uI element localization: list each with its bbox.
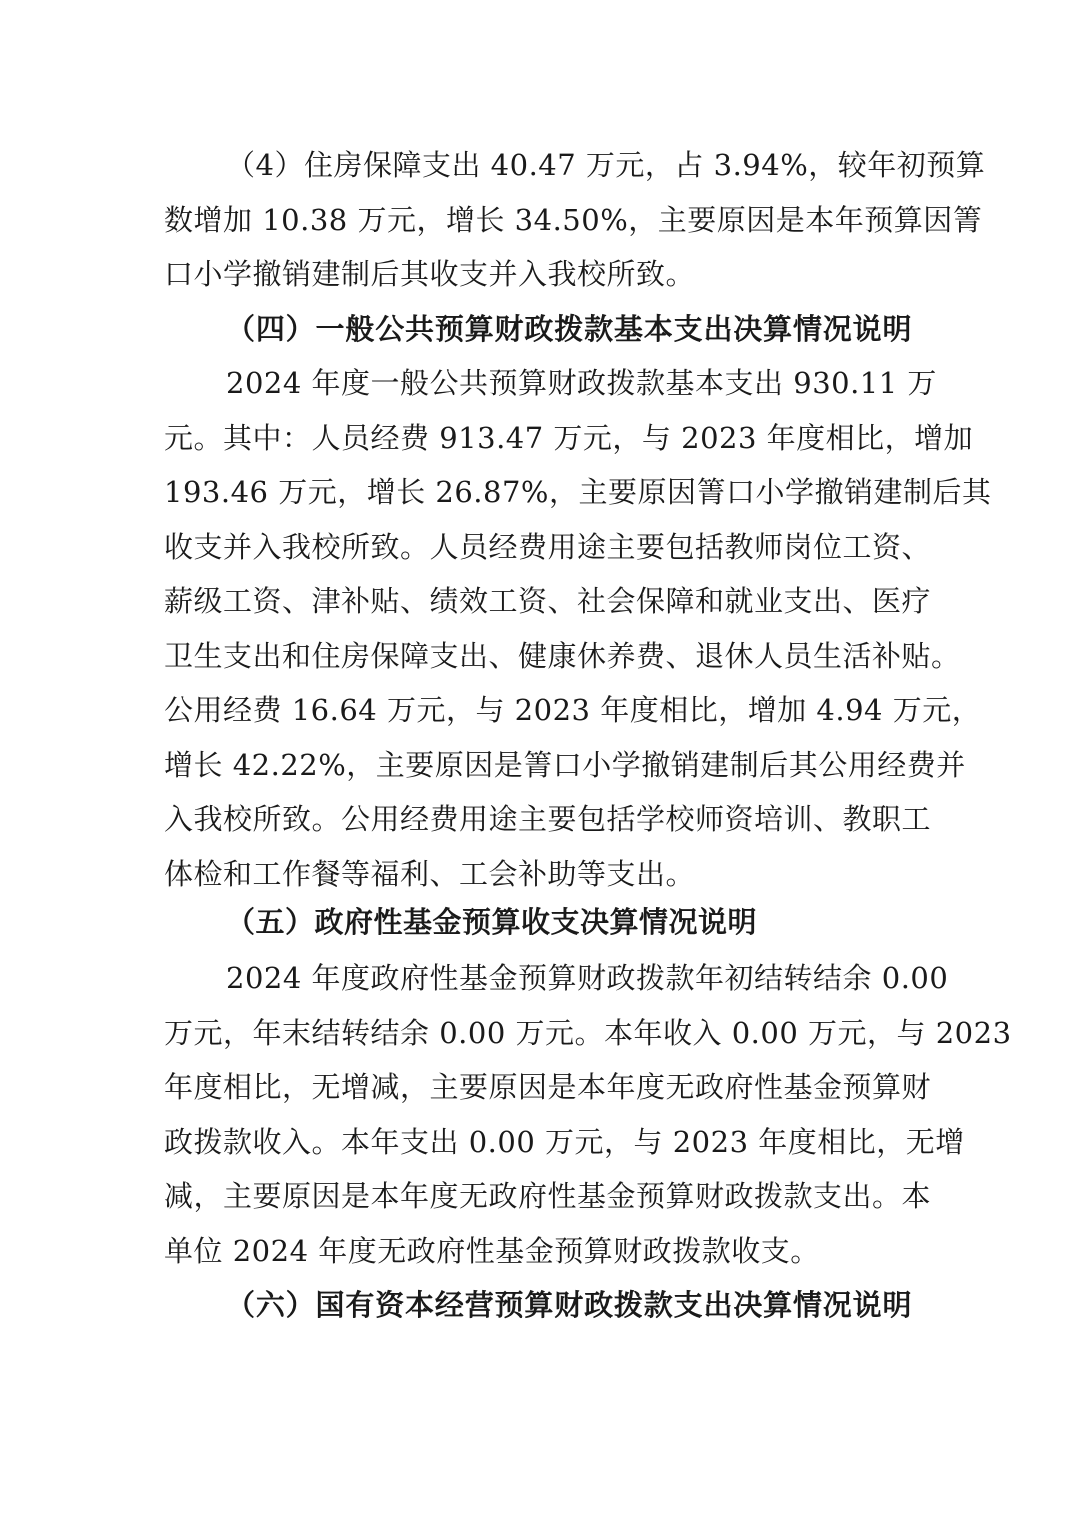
paragraph-line: 公用经费 16.64 万元，与 2023 年度相比，增加 4.94 万元， — [164, 693, 982, 727]
paragraph-line: 体检和工作餐等福利、工会补助等支出。 — [164, 857, 696, 891]
paragraph-line: 2024 年度政府性基金预算财政拨款年初结转结余 0.00 — [226, 961, 949, 995]
paragraph-line: （4）住房保障支出 40.47 万元，占 3.94%，较年初预算 — [226, 148, 986, 182]
paragraph-line: 2024 年度一般公共预算财政拨款基本支出 930.11 万 — [226, 366, 937, 400]
paragraph-line: 年度相比，无增减，主要原因是本年度无政府性基金预算财 — [164, 1070, 932, 1104]
paragraph-line: 卫生支出和住房保障支出、健康休养费、退休人员生活补贴。 — [164, 639, 961, 673]
paragraph-line: 193.46 万元，增长 26.87%，主要原因箐口小学撤销建制后其 — [164, 475, 992, 509]
paragraph-line: 万元，年末结转结余 0.00 万元。本年收入 0.00 万元，与 2023 — [164, 1016, 1012, 1050]
paragraph-line: 口小学撤销建制后其收支并入我校所致。 — [164, 257, 696, 291]
paragraph-line: 单位 2024 年度无政府性基金预算财政拨款收支。 — [164, 1234, 820, 1268]
paragraph-line: 薪级工资、津补贴、绩效工资、社会保障和就业支出、医疗 — [164, 584, 932, 618]
section-heading: （六）国有资本经营预算财政拨款支出决算情况说明 — [226, 1288, 912, 1322]
section-heading: （四）一般公共预算财政拨款基本支出决算情况说明 — [226, 312, 912, 346]
paragraph-line: 政拨款收入。本年支出 0.00 万元，与 2023 年度相比，无增 — [164, 1125, 965, 1159]
section-heading: （五）政府性基金预算收支决算情况说明 — [226, 905, 758, 939]
paragraph-line: 增长 42.22%，主要原因是箐口小学撤销建制后其公用经费并 — [164, 748, 966, 782]
paragraph-line: 入我校所致。公用经费用途主要包括学校师资培训、教职工 — [164, 802, 932, 836]
paragraph-line: 元。其中：人员经费 913.47 万元，与 2023 年度相比，增加 — [164, 421, 974, 455]
paragraph-line: 数增加 10.38 万元，增长 34.50%，主要原因是本年预算因箐 — [164, 203, 983, 237]
paragraph-line: 减，主要原因是本年度无政府性基金预算财政拨款支出。本 — [164, 1179, 932, 1213]
paragraph-line: 收支并入我校所致。人员经费用途主要包括教师岗位工资、 — [164, 530, 932, 564]
